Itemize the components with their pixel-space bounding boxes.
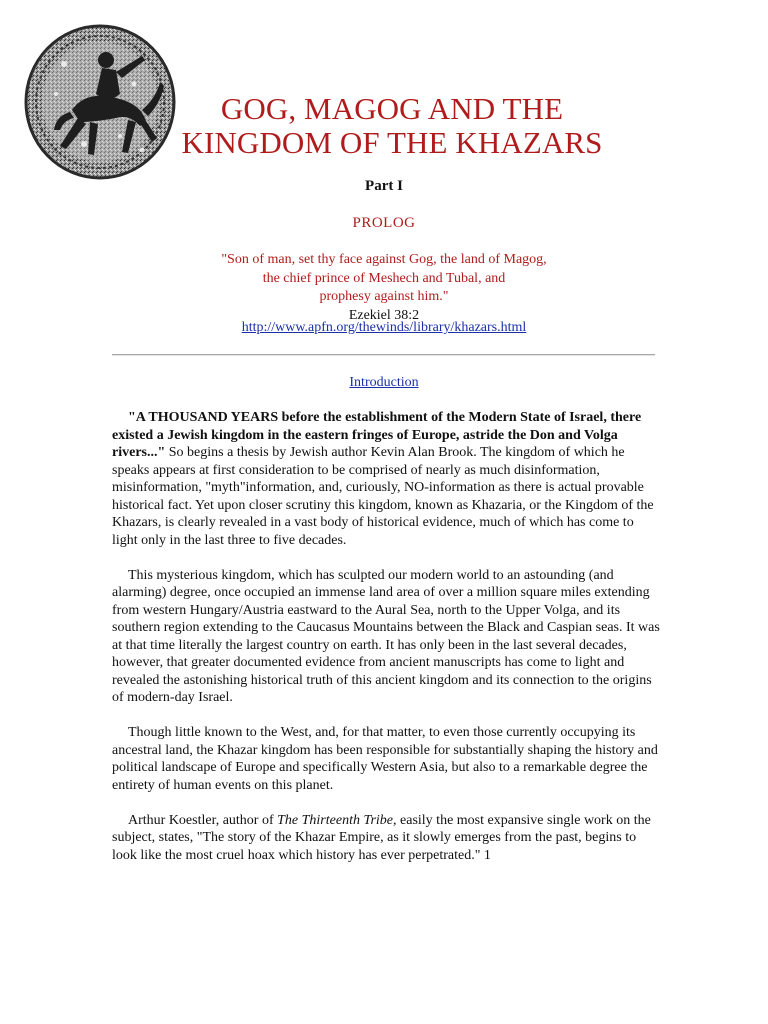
- introduction-link[interactable]: Introduction: [349, 375, 419, 390]
- part-heading: Part I: [365, 178, 403, 194]
- source-url-link[interactable]: http://www.apfn.org/thewinds/library/khazars.html: [241, 320, 527, 335]
- quote-reference: Ezekiel 38:2: [348, 307, 420, 323]
- paragraph-2: This mysterious kingdom, which has sculpted our modern world to an astounding (and alarming) degree, once occupied an immense land area of over a million square miles extending from western Hungary/Austria eastward to the Aural Sea, north to the Upper Volga, and its southern region extending to the Caucasus Mountains between the Black and Caspian seas. It was at that time literally the largest country on earth. It has only been in the last several decades, however, that greater documented evidence from ancient manuscripts has come to light and revealed the astonishing historical truth of this ancient kingdom and its connection to the origins of modern-day Israel.: [112, 567, 660, 705]
- article-body: [112, 409, 660, 882]
- title-line-1: GOG, MAGOG AND THE: [220, 91, 564, 126]
- book-title: The Thirteenth Tribe: [277, 812, 394, 828]
- paragraph-4-start: Arthur Koestler, author of: [128, 812, 278, 828]
- paragraph-1-text: So begins a thesis by Jewish author Kevin Alan Brook. The kingdom of which he speaks appears at first consideration to be comprised of nearly as much disinformation, misinformation, "myth"information, and, curiously, NO-information as there is actual provable historical fact. Yet upon closer scrutiny this kingdom, known as Khazaria, or the Kingdom of the Khazars, is clearly revealed in a vast body of historical evidence, much of which has come to light only in the last three to five decades.: [112, 445, 654, 548]
- introduction-container: [0, 375, 768, 391]
- source-url-container: [0, 320, 768, 336]
- document-title: [176, 92, 608, 160]
- quote-line-3-text: prophesy against him.": [319, 289, 449, 304]
- paragraph-3: Though little known to the West, and, for that matter, to even those currently occupying its ancestral land, the Khazar kingdom has been responsible for substantially shaping the history and political landscape of Europe and specifically Western Asia, but also to a remarkable degree the entirety of human events on this planet.: [112, 725, 658, 793]
- khazar-horseman-seal-image: [24, 24, 176, 180]
- prolog-heading: PROLOG: [352, 215, 416, 231]
- quote-line-1: "Son of man, set thy face against Gog, the land of Magog,: [221, 252, 547, 267]
- paragraph-4-rest: , easily the most expansive single work on the subject, states, "The story of the Khazar Empire, as it slowly emerges from the past, begins to look like the most cruel hoax which history has ever perpetrated." 1: [112, 812, 651, 863]
- paragraph-1-bold-quote: "A THOUSAND YEARS before the establishment of the Modern State of Israel, there existed a Jewish kingdom in the eastern fringes of Europe, astride the Don and Volga rivers...": [112, 410, 642, 460]
- scripture-quote: [0, 251, 768, 325]
- paragraph-1: [112, 409, 660, 549]
- horizontal-divider: [112, 354, 655, 356]
- paragraph-4: [112, 812, 660, 865]
- title-line-2: KINGDOM OF THE KHAZARS: [181, 125, 603, 160]
- quote-line-2: the chief prince of Meshech and Tubal, and: [262, 270, 506, 286]
